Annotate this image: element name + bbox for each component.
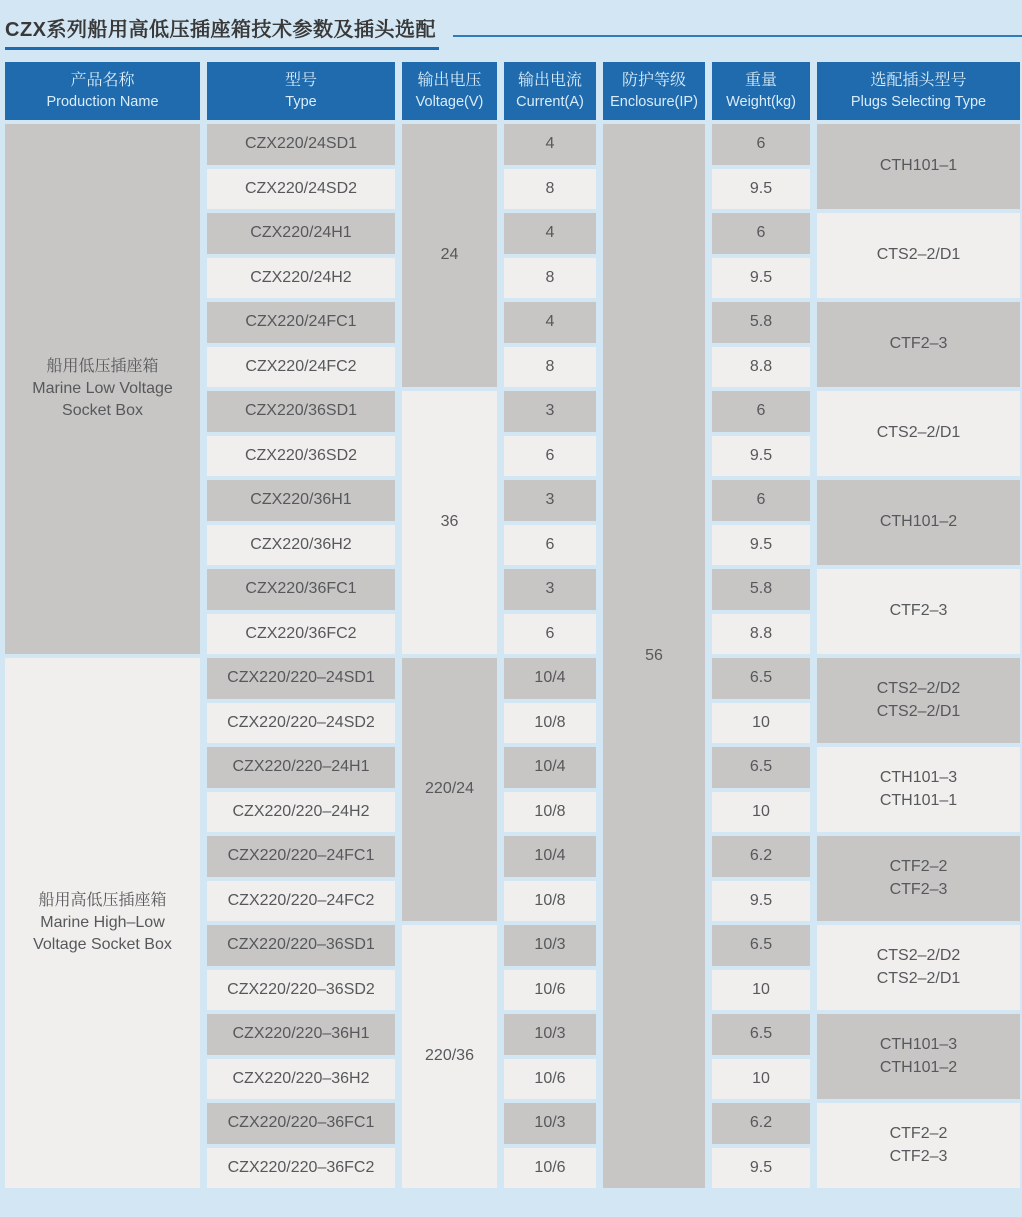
type-cell — [207, 347, 395, 388]
enclosure-cell — [603, 124, 705, 1188]
current-cell — [504, 1059, 596, 1100]
product-name-cell — [5, 124, 200, 654]
cell-text: CZX220/220–24FC2 — [227, 891, 375, 909]
cell-text: 10/3 — [534, 1025, 566, 1043]
cell-text: Marine High–Low Voltage Socket Box — [33, 913, 172, 954]
cell-text: 3 — [545, 580, 555, 598]
header-label-en: Type — [285, 94, 317, 111]
type-cell — [207, 703, 395, 744]
cell-text: 10/6 — [534, 1158, 566, 1176]
current-cell — [504, 881, 596, 922]
cell-text: 10 — [752, 713, 770, 731]
current-cell — [504, 124, 596, 165]
header-label-zh: 型号 — [284, 71, 317, 89]
weight-cell — [712, 703, 810, 744]
header-label-en: Enclosure(IP) — [610, 94, 698, 111]
cell-text: 10/3 — [534, 1114, 566, 1132]
cell-text: CTS2–2/D2 — [876, 947, 961, 965]
weight-cell — [712, 1148, 810, 1189]
cell-text: 6.2 — [749, 847, 773, 865]
cell-text: CZX220/24H1 — [250, 224, 352, 242]
current-cell — [504, 614, 596, 655]
type-cell — [207, 1148, 395, 1189]
cell-text: CTF2–3 — [889, 1147, 948, 1165]
cell-text: CZX220/36H1 — [250, 491, 352, 509]
type-cell — [207, 836, 395, 877]
current-cell — [504, 1103, 596, 1144]
weight-cell — [712, 436, 810, 477]
cell-text: CZX220/220–24SD1 — [227, 669, 375, 687]
plug-cell — [817, 480, 1020, 565]
cell-text: CZX220/24FC2 — [245, 357, 357, 375]
cell-text: CZX220/24H2 — [250, 268, 352, 286]
cell-text: 船用低压插座箱 — [46, 357, 159, 375]
cell-text: 4 — [545, 224, 555, 242]
cell-text: CZX220/220–24H2 — [232, 802, 370, 820]
current-cell — [504, 792, 596, 833]
cell-text: CZX220/220–24H1 — [232, 758, 370, 776]
header-label-zh: 选配插头型号 — [870, 71, 967, 89]
cell-text: CZX220/220–24SD2 — [227, 713, 375, 731]
current-cell — [504, 480, 596, 521]
cell-text: CTS2–2/D1 — [876, 424, 961, 442]
weight-cell — [712, 525, 810, 566]
cell-text: 6 — [756, 135, 766, 153]
cell-text: CZX220/24FC1 — [245, 313, 357, 331]
cell-text: 6 — [756, 402, 766, 420]
cell-text: CTH101–2 — [879, 1058, 958, 1076]
cell-text: 8 — [545, 268, 555, 286]
cell-text: 24 — [440, 246, 459, 264]
current-cell — [504, 391, 596, 432]
weight-cell — [712, 747, 810, 788]
type-cell — [207, 1014, 395, 1055]
cell-text: 9.5 — [749, 535, 773, 553]
voltage-cell — [402, 658, 497, 921]
cell-text: 6 — [756, 224, 766, 242]
current-cell — [504, 747, 596, 788]
weight-cell — [712, 391, 810, 432]
cell-text: 8 — [545, 357, 555, 375]
cell-text: CTS2–2/D1 — [876, 969, 961, 987]
header-label-zh: 输出电流 — [517, 71, 582, 89]
type-cell — [207, 213, 395, 254]
cell-text: 10/4 — [534, 758, 566, 776]
current-cell — [504, 703, 596, 744]
voltage-cell — [402, 391, 497, 654]
cell-text: 6 — [756, 491, 766, 509]
type-cell — [207, 569, 395, 610]
cell-text: 6.5 — [749, 669, 773, 687]
type-cell — [207, 169, 395, 210]
cell-text: CZX220/220–36FC2 — [227, 1158, 375, 1176]
weight-cell — [712, 169, 810, 210]
weight-cell — [712, 480, 810, 521]
current-cell — [504, 525, 596, 566]
weight-cell — [712, 569, 810, 610]
cell-text: 56 — [645, 646, 663, 664]
cell-text: CZX220/36SD2 — [244, 446, 358, 464]
cell-text: CZX220/36H2 — [250, 535, 352, 553]
current-cell — [504, 1148, 596, 1189]
cell-text: 8.8 — [749, 624, 773, 642]
type-cell — [207, 302, 395, 343]
header-label-zh: 防护等级 — [621, 71, 686, 89]
type-cell — [207, 525, 395, 566]
cell-text: CTF2–3 — [889, 335, 948, 353]
type-cell — [207, 792, 395, 833]
cell-text: 3 — [545, 402, 555, 420]
cell-text: CZX220/220–24FC1 — [227, 847, 375, 865]
cell-text: 5.8 — [749, 313, 773, 331]
header-cell-current — [504, 62, 596, 120]
header-label-zh: 输出电压 — [417, 71, 482, 89]
type-cell — [207, 480, 395, 521]
cell-text: CTS2–2/D2 — [876, 680, 961, 698]
cell-text: 10/8 — [534, 891, 566, 909]
type-cell — [207, 658, 395, 699]
plug-cell — [817, 1103, 1020, 1188]
cell-text: 9.5 — [749, 179, 773, 197]
current-cell — [504, 836, 596, 877]
header-label-en: Weight(kg) — [726, 94, 796, 111]
type-cell — [207, 614, 395, 655]
cell-text: 10/4 — [534, 669, 566, 687]
weight-cell — [712, 881, 810, 922]
type-cell — [207, 747, 395, 788]
plug-cell — [817, 213, 1020, 298]
cell-text: CZX220/220–36H1 — [232, 1025, 370, 1043]
weight-cell — [712, 658, 810, 699]
cell-text: 6.5 — [749, 1025, 773, 1043]
weight-cell — [712, 1103, 810, 1144]
cell-text: Marine Low Voltage Socket Box — [32, 379, 173, 420]
cell-text: CZX220/24SD1 — [244, 135, 358, 153]
header-label-en: Current(A) — [516, 94, 584, 111]
cell-text: CZX220/220–36SD1 — [227, 936, 375, 954]
current-cell — [504, 436, 596, 477]
current-cell — [504, 1014, 596, 1055]
cell-text: CZX220/220–36H2 — [232, 1069, 370, 1087]
header-label-en: Plugs Selecting Type — [850, 94, 987, 111]
spec-table — [5, 62, 1018, 1188]
type-cell — [207, 925, 395, 966]
cell-text: 10/3 — [534, 936, 566, 954]
cell-text: 10/8 — [534, 713, 566, 731]
weight-cell — [712, 792, 810, 833]
title-rule — [453, 35, 1022, 37]
cell-text: 6 — [545, 535, 555, 553]
header-cell-voltage — [402, 62, 497, 120]
cell-text: CZX220/220–36SD2 — [227, 980, 375, 998]
cell-text: 10 — [752, 1069, 770, 1087]
cell-text: 6.5 — [749, 758, 773, 776]
cell-text: 10/8 — [534, 802, 566, 820]
header-cell-enclosure — [603, 62, 705, 120]
type-cell — [207, 436, 395, 477]
weight-cell — [712, 213, 810, 254]
cell-text: CZX220/36SD1 — [244, 402, 358, 420]
cell-text: 10/6 — [534, 980, 566, 998]
weight-cell — [712, 258, 810, 299]
cell-text: CTH101–2 — [879, 513, 958, 531]
type-cell — [207, 1103, 395, 1144]
type-cell — [207, 391, 395, 432]
weight-cell — [712, 124, 810, 165]
weight-cell — [712, 347, 810, 388]
cell-text: CTH101–1 — [879, 791, 958, 809]
type-cell — [207, 258, 395, 299]
current-cell — [504, 925, 596, 966]
cell-text: 10/4 — [534, 847, 566, 865]
plug-cell — [817, 569, 1020, 654]
cell-text: 9.5 — [749, 446, 773, 464]
current-cell — [504, 347, 596, 388]
cell-text: 4 — [545, 135, 555, 153]
cell-text: 220/36 — [425, 1047, 474, 1065]
cell-text: 10 — [752, 802, 770, 820]
cell-text: CTS2–2/D1 — [876, 246, 961, 264]
current-cell — [504, 258, 596, 299]
weight-cell — [712, 925, 810, 966]
plug-cell — [817, 658, 1020, 743]
cell-text: 6 — [545, 624, 555, 642]
type-cell — [207, 970, 395, 1011]
plug-cell — [817, 1014, 1020, 1099]
cell-text: 4 — [545, 313, 555, 331]
cell-text: CZX220/24SD2 — [244, 179, 358, 197]
cell-text: CTH101–3 — [879, 1036, 958, 1054]
plug-cell — [817, 124, 1020, 209]
cell-text: 6 — [545, 446, 555, 464]
header-cell-weight — [712, 62, 810, 120]
cell-text: 9.5 — [749, 268, 773, 286]
cell-text: CZX220/220–36FC1 — [227, 1114, 375, 1132]
header-cell-type — [207, 62, 395, 120]
plug-cell — [817, 836, 1020, 921]
plug-cell — [817, 925, 1020, 1010]
cell-text: 6.5 — [749, 936, 773, 954]
cell-text: 9.5 — [749, 1158, 773, 1176]
type-cell — [207, 1059, 395, 1100]
cell-text: 5.8 — [749, 580, 773, 598]
plug-cell — [817, 747, 1020, 832]
cell-text: CTF2–3 — [889, 880, 948, 898]
cell-text: CZX220/36FC1 — [245, 580, 357, 598]
voltage-cell — [402, 925, 497, 1188]
current-cell — [504, 970, 596, 1011]
header-label-en: Voltage(V) — [415, 94, 484, 111]
weight-cell — [712, 614, 810, 655]
header-label-zh: 产品名称 — [70, 71, 135, 89]
header-label-en: Production Name — [46, 94, 159, 111]
cell-text: 10 — [752, 980, 770, 998]
weight-cell — [712, 836, 810, 877]
plug-cell — [817, 302, 1020, 387]
cell-text: 36 — [440, 513, 459, 531]
cell-text: 3 — [545, 491, 555, 509]
page-title: CZX系列船用高低压插座箱技术参数及插头选配 — [5, 13, 439, 50]
cell-text: CZX220/36FC2 — [245, 624, 357, 642]
weight-cell — [712, 302, 810, 343]
cell-text: 10/6 — [534, 1069, 566, 1087]
cell-text: CTF2–2 — [889, 1125, 948, 1143]
cell-text: 8 — [545, 179, 555, 197]
header-cell-plugs — [817, 62, 1020, 120]
cell-text: CTF2–3 — [889, 602, 948, 620]
voltage-cell — [402, 124, 497, 387]
cell-text: 9.5 — [749, 891, 773, 909]
current-cell — [504, 569, 596, 610]
cell-text: CTH101–1 — [879, 157, 958, 175]
cell-text: CTH101–3 — [879, 769, 958, 787]
type-cell — [207, 881, 395, 922]
current-cell — [504, 213, 596, 254]
weight-cell — [712, 1014, 810, 1055]
cell-text: 船用高低压插座箱 — [38, 891, 167, 909]
cell-text: 8.8 — [749, 357, 773, 375]
type-cell — [207, 124, 395, 165]
title-row — [0, 0, 1022, 50]
cell-text: 6.2 — [749, 1114, 773, 1132]
current-cell — [504, 658, 596, 699]
current-cell — [504, 169, 596, 210]
header-label-zh: 重量 — [744, 71, 777, 89]
header-cell-production-name — [5, 62, 200, 120]
current-cell — [504, 302, 596, 343]
cell-text: CTF2–2 — [889, 858, 948, 876]
weight-cell — [712, 1059, 810, 1100]
product-name-cell — [5, 658, 200, 1188]
weight-cell — [712, 970, 810, 1011]
plug-cell — [817, 391, 1020, 476]
cell-text: CTS2–2/D1 — [876, 702, 961, 720]
cell-text: 220/24 — [425, 780, 474, 798]
